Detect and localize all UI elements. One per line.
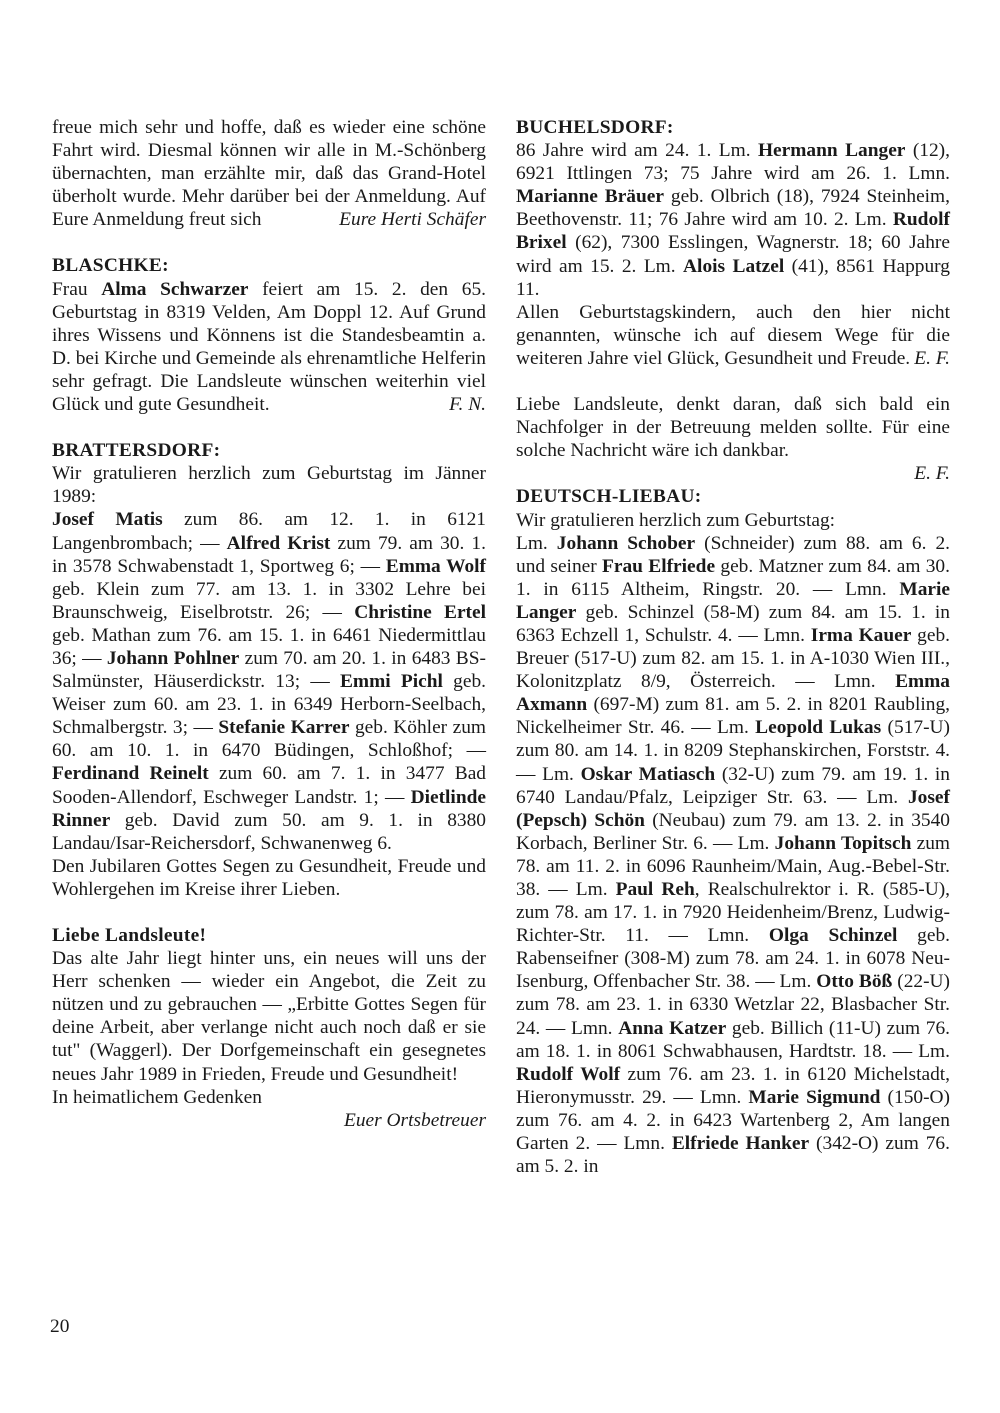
person-name: Otto Böß [816,971,893,993]
section-heading-deutsch-liebau: DEUTSCH-LIEBAU: [516,486,702,508]
section-heading-blaschke: BLASCHKE: [52,255,169,277]
brattersdorf-closing: Den Jubilaren Gottes Segen zu Gesundheit, Freude und Wohlergehen im Kreise ihrer Lieben. [52,855,486,900]
person-name: Rudolf Wolf [516,1063,621,1085]
right-column [516,116,950,1178]
person-name: Ferdinand Reinelt [52,763,209,785]
person-name: Olga Schinzel [768,925,898,947]
person-name: Johann Schober [556,532,696,554]
deutsch-liebau-entries: Lm. Johann Schober (Schneider) zum 88. am 6. 2. und seiner Frau Elfriede geb. Matzner zum 84. am 30. 1. in 6115 Altheim, Ringstr. 20. — Lmn. Marie Langer geb. Schinzel (58-M) zum 84. am 15. 1. in 6363 Echzell 1, Schulstr. 4. — Lmn. Irma Kauer geb. Breuer (517-U) zum 82. am 15. 1. in A-1030 Wien III., Kolonitzplatz 8/9, Österreich. — Lmn. Emma Axmann (697-M) zum 81. am 5. 2. in 8201 Raubling, Nickelheimer Str. 46. — Lm. Leopold Lukas (517-U) zum 80. am 14. 1. in 8209 Stephanskirchen, Forststr. 4. — Lm. Oskar Matiasch (32-U) zum 79. am 19. 1. in 6740 Landau/Pfalz, Leipziger Str. 63. — Lm. Josef (Pepsch) Schön (Neubau) zum 79. am 13. 2. in 3540 Korbach, Berliner Str. 6. — Lm. Johann Topitsch zum 78. am 11. 2. in 6096 Raunheim/Main, Aug.-Bebel-Str. 38. — Lm. Paul Reh, Realschulrektor i. R. (585-U), zum 78. am 17. 1. in 7920 Heidenheim/Brenz, Ludwig-Richter-Str. 11. — Lmn. Olga Schinzel geb. Rabenseifner (308-M) zum 78. am 24. 1. in 6078 Neu-Isenburg, Offenbacher Str. 38. — Lm. Otto Böß (22-U) zum 78. am 23. 1. in 6330 Wetzlar 22, Blasbacher Str. 24. — Lmn. Anna Katzer geb. Billich (11-U) zum 76. am 18. 1. in 8061 Schwabhausen, Hardtstr. 18. — Lm. Rudolf Wolf zum 76. am 23. 1. in 6120 Michelstadt, Hieronymusstr. 29. — Lmn. Marie Sigmund (150-O) zum 76. am 4. 2. in 6423 Wartenberg 2, Am langen Garten 2. — Lmn. Elfriede Hanker (342-O) zum 76. am 5. 2. in [516,532,951,1178]
section-heading-brattersdorf: BRATTERSDORF: [52,440,221,462]
buchelsdorf-closing: Allen Geburtstagskindern, auch den hier nicht genannten, wünsche ich auf diesem Wege für die weiteren Jahre viel Glück, Gesundheit und Freude. E. F. [516,301,950,369]
blaschke-signature: F. N. [449,394,486,416]
person-name: Irma Kauer [810,624,912,646]
brattersdorf-intro: Wir gratulieren herzlich zum Geburtstag im Jänner 1989: [52,463,486,508]
appeal-signature: E. F. [914,463,950,485]
person-name: Emma Wolf [385,555,486,577]
blaschke-paragraph: Frau Alma Schwarzer feiert am 15. 2. den 65. Geburtstag in 8319 Velden, Am Doppl 12. Auf Grund ihres Wissens und Könnens ist die Standesbeamtin a. D. bei Kirche und Gemeinde als ehrenamtliche Helferin sehr gefragt. Die Landsleute wünschen weiterhin viel Glück und gute Gesundheit. F. N. [52,278,486,416]
person-name: Marie Langer [516,578,950,623]
person-name: Oskar Matiasch [580,763,716,785]
person-name: Emmi Pichl [339,671,443,693]
left-column [52,116,486,1132]
person-name: Hermann Langer [757,140,906,162]
person-name: Johann Pohlner [106,647,240,669]
person-name: Marianne Bräuer [516,186,664,208]
buchelsdorf-signature: E. F. [914,347,950,369]
person-name: Josef (Pepsch) Schön [516,786,950,831]
brattersdorf-entries: Josef Matis zum 86. am 12. 1. in 6121 Langenbrombach; — Alfred Krist zum 79. am 30. 1. in 3578 Schwabenstadt 1, Sportweg 6; — Emma Wolf geb. Klein zum 77. am 13. 1. in 3302 Lehre bei Braunschweig, Eiselbrotstr. 26; — Christine Ertel geb. Mathan zum 76. am 15. 1. in 6461 Niedermittlau 36; — Johann Pohlner zum 70. am 20. 1. in 6483 BS-Salmünster, Häuserdickstr. 13; — Emmi Pichl geb. Weiser zum 60. am 23. 1. in 6349 Herborn-Seelbach, Schmalbergstr. 3; — Stefanie Karrer geb. Köhler zum 60. am 10. 1. in 6470 Büdingen, Schloßhof; — Ferdinand Reinelt zum 60. am 7. 1. in 3477 Bad Sooden-Allendorf, Eschweger Landstr. 1; — Dietlinde Rinner geb. David zum 50. am 9. 1. in 8380 Landau/Isar-Reichersdorf, Schwanenweg 6. [52,509,487,854]
section-heading-liebe-landsleute: Liebe Landsleute! [52,925,207,946]
appeal-paragraph: Liebe Landsleute, denkt daran, daß sich bald ein Nachfolger in der Betreuung melden sollte. Für eine solche Nachricht wäre ich dankbar. [516,394,950,462]
person-name: Johann Topitsch [774,832,912,854]
buchelsdorf-entries: 86 Jahre wird am 24. 1. Lm. Hermann Langer (12), 6921 Ittlingen 73; 75 Jahre wird am 26. 1. Lmn. Marianne Bräuer geb. Olbrich (18), 7924 Steinheim, Beethovenstr. 11; 76 Jahre wird am 10. 2. Lm. Rudolf Brixel (62), 7300 Esslingen, Wagnerstr. 18; 60 Jahre wird am 15. 2. Lm. Alois Latzel (41), 8561 Happurg 11. [516,140,950,300]
person-name: Christine Ertel [354,601,487,623]
person-name: Dietlinde Rinner [52,786,486,831]
person-name: Paul Reh [615,879,695,900]
person-name: Rudolf Brixel [516,209,950,254]
page-number: 20 [50,1316,70,1337]
person-name: Frau Elfriede [602,555,716,577]
person-name: Josef Matis [52,509,163,531]
intro-paragraph: freue mich sehr und hoffe, daß es wieder eine schöne Fahrt wird. Diesmal können wir alle in M.-Schönberg übernachten, man erzählte mir, daß das Grand-Hotel überholt wurde. Mehr darüber bei der Anmeldung. Auf Eure Anmeldung freut sich Eure Herti Schäfer [52,117,486,231]
person-name: Emma Axmann [516,671,950,716]
deutsch-liebau-intro: Wir gratulieren herzlich zum Geburtstag: [516,509,836,531]
person-name: Anna Katzer [618,1017,727,1039]
greeting: In heimatlichem Gedenken [52,1086,262,1108]
person-name: Marie Sigmund [748,1086,881,1108]
person-name: Alois Latzel [683,255,785,277]
person-name: Leopold Lukas [755,717,882,739]
liebe-landsleute-paragraph: Das alte Jahr liegt hinter uns, ein neues will uns der Herr schenken — wieder ein Angebot, die Zeit zu nützen und zu gebrauchen — „Erbitte Gottes Segen für deine Arbeit, aber verlange nicht auch noch daß er sie tut" (Waggerl). Der Dorfgemeinschaft ein gesegnetes neues Jahr 1989 in Frieden, Freude und Gesundheit! [52,948,486,1085]
person-name: Stefanie Karrer [218,717,350,739]
section-heading-buchelsdorf: BUCHELSDORF: [516,117,674,138]
ortsbetreuer-signature: Euer Ortsbetreuer [344,1109,486,1131]
person-name: Alfred Krist [226,532,331,554]
person-name: Elfriede Hanker [671,1133,810,1155]
intro-signature: Eure Herti Schäfer [339,209,486,231]
person-name: Alma Schwarzer [101,278,249,300]
